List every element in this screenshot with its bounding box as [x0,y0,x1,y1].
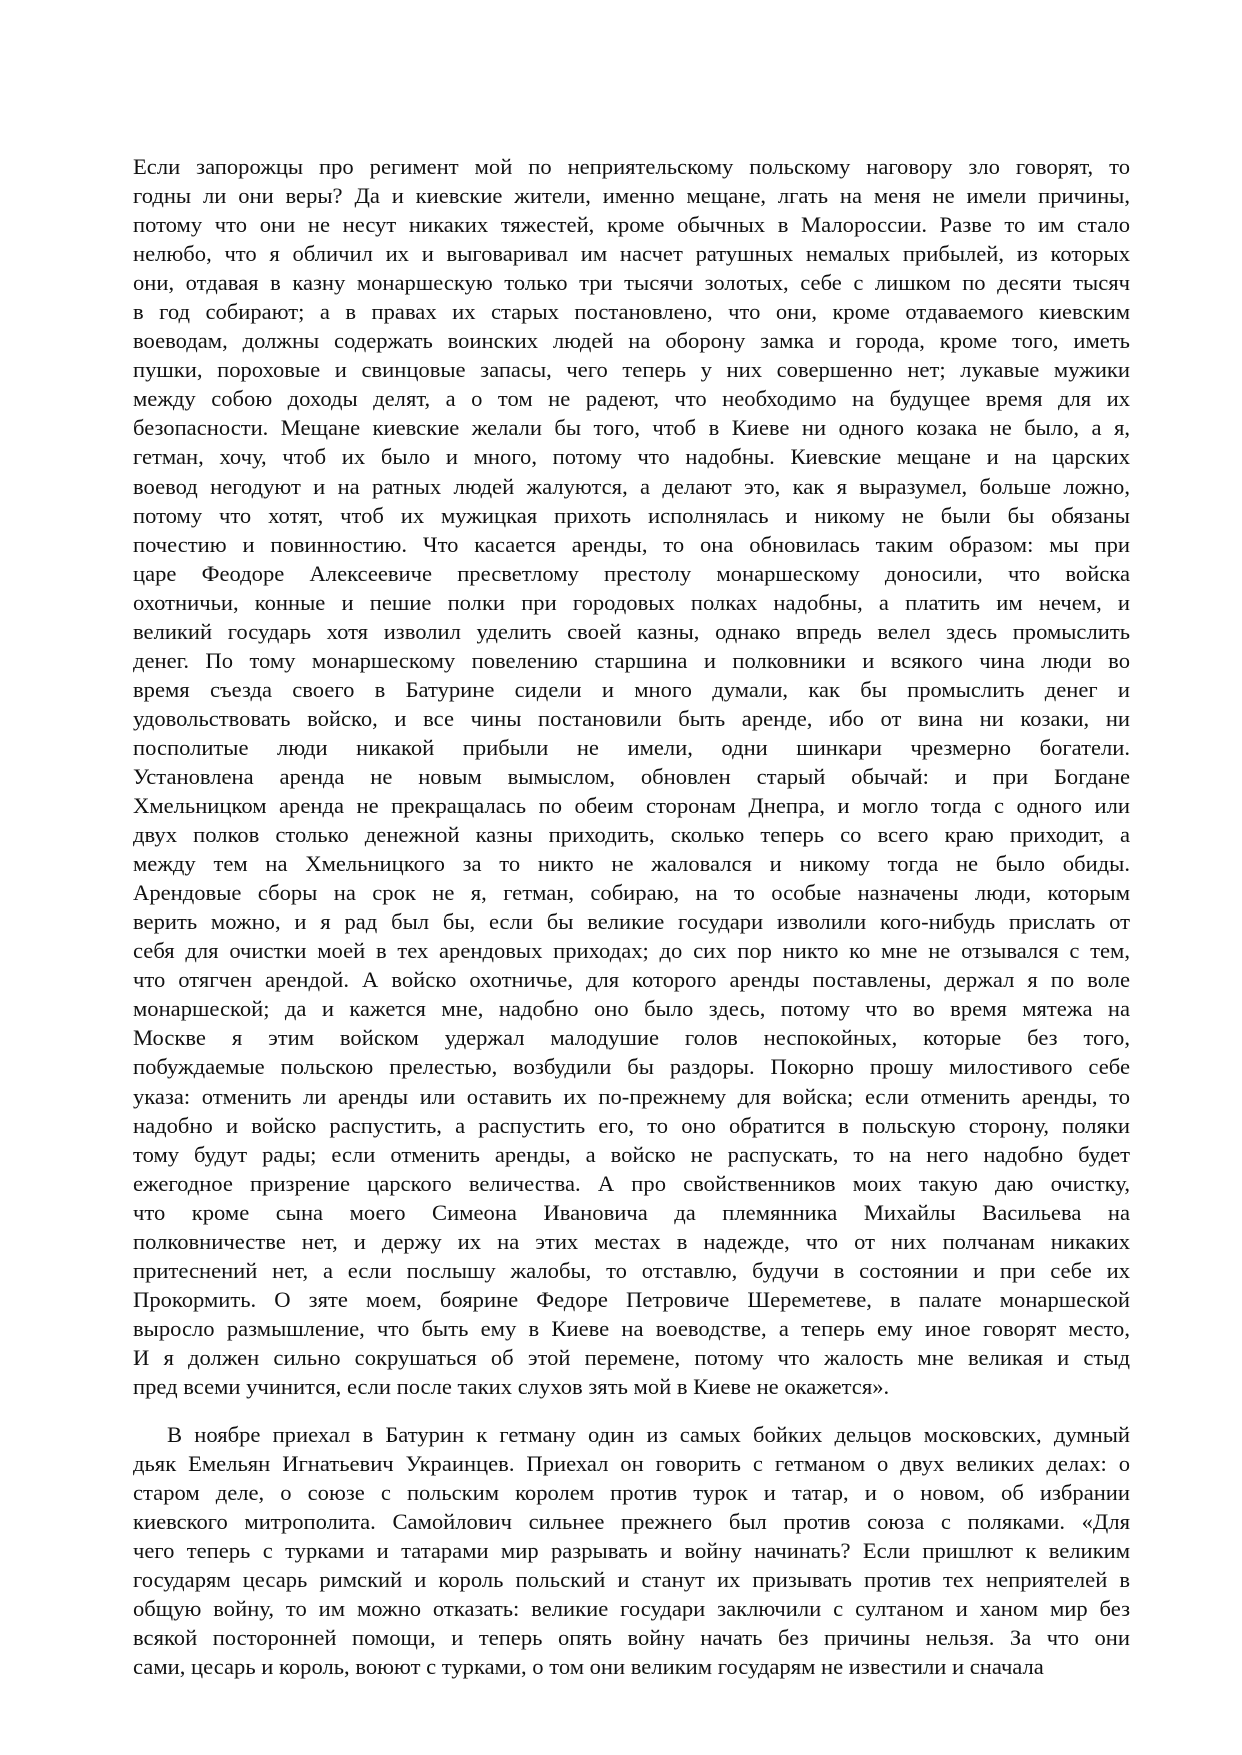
text-line: верить можно, и я рад был бы, если бы великие государи изволили кого-нибудь прислать от [133,909,1130,935]
text-line: надобно и войско распустить, а распустить его, то оно обратится в польскую сторону, поляки [133,1112,1130,1138]
text-line: дьяк Емельян Игнатьевич Украинцев. Приехал он говорить с гетманом о двух великих делах: о [133,1451,1130,1477]
text-line: между тем на Хмельницкого за то никто не жаловался и никому тогда не было обиды. [133,851,1130,877]
text-line: великий государь хотя изволил уделить своей казны, однако впредь велел здесь промыслить [133,618,1130,644]
text-line: указа: отменить ли аренды или оставить их по-прежнему для войска; если отменить аренды, то [133,1083,1130,1109]
text-line: сами, цесарь и король, воюют с турками, о том они великим государям не известили и сначала [133,1654,1044,1680]
text-line: чего теперь с турками и татарами мир разрывать и войну начинать? Если пришлют к великим [133,1538,1130,1564]
text-line: годны ли они веры? Да и киевские жители, именно мещане, лгать на меня не имели причины, [133,183,1130,209]
text-line: безопасности. Мещане киевские желали бы того, чтоб в Киеве ни одного козака не было, а я, [133,415,1130,441]
text-line: почестию и повинностию. Что касается аренды, то она обновилась таким образом: мы при [133,531,1130,557]
text-line: пред всеми учинится, если после таких слухов зять мой в Киеве не окажется». [133,1373,890,1399]
text-line: Хмельницком аренда не прекращалась по обеим сторонам Днепра, и могло тогда с одного или [133,793,1130,819]
paragraph-ukraintsev-visit [133,1420,1130,1681]
text-line: государям цесарь римский и король польский и станут их призывать против тех неприятелей в [133,1567,1130,1593]
text-line: гетман, хочу, чтоб их было и много, потому что надобны. Киевские мещане и на царских [133,444,1130,470]
text-line: что кроме сына моего Симеона Ивановича да племянника Михайлы Васильева на [133,1199,1130,1225]
text-line: притеснений нет, а если послышу жалобы, то отставлю, будучи в состоянии и при себе их [133,1257,1130,1283]
text-line: воевод негодуют и на ратных людей жалуются, а делают это, как я выразумел, больше ложно, [133,473,1130,499]
text-line: Прокормить. О зяте моем, боярине Федоре Петровиче Шереметеве, в палате монаршеской [133,1286,1130,1312]
text-line: посполитые люди никакой прибыли не имели, одни шинкари чрезмерно богатели. [133,734,1130,760]
text-line: побуждаемые польскою прелестью, возбудили бы раздоры. Покорно прошу милостивого себе [133,1054,1130,1080]
text-line: выросло размышление, что быть ему в Киеве на воеводстве, а теперь ему иное говорят место, [133,1315,1130,1341]
text-line: удовольствовать войско, и все чины постановили быть аренде, ибо от вина ни козаки, ни [133,705,1130,731]
text-line: в год собирают; а в правах их старых постановлено, что они, кроме отдаваемого киевским [133,299,1130,325]
text-line: Москве я этим войском удержал малодушие голов неспокойных, которые без того, [133,1025,1130,1051]
text-line: охотничьи, конные и пешие полки при городовых полках надобны, а платить им нечем, и [133,589,1130,615]
text-line: царе Феодоре Алексеевиче пресветлому престолу монаршескому доносили, что войска [133,560,1130,586]
text-line: тому будут рады; если отменить аренды, а войско не распускать, то на него надобно будет [133,1141,1130,1167]
text-line: И я должен сильно сокрушаться об этой перемене, потому что жалость мне великая и стыд [133,1344,1130,1370]
text-line: Установлена аренда не новым вымыслом, обновлен старый обычай: и при Богдане [133,763,1130,789]
text-line: полковничестве нет, и держу их на этих местах в надежде, что от них полчанам никаких [133,1228,1130,1254]
text-line: что отягчен арендой. А войско охотничье, для которого аренды поставлены, держал я по воле [133,967,1130,993]
text-line: пушки, пороховые и свинцовые запасы, чего теперь у них совершенно нет; лукавые мужики [133,357,1130,383]
text-line: ежегодное призрение царского величества. А про свойственников моих такую даю очистку, [133,1170,1130,1196]
text-line: потому что они не несут никаких тяжестей, кроме обычных в Малороссии. Разве то им стало [133,212,1130,238]
text-line: воеводам, должны содержать воинских людей на оборону замка и города, кроме того, иметь [133,328,1130,354]
text-line: киевского митрополита. Самойлович сильнее прежнего был против союза с поляками. «Для [133,1509,1130,1535]
text-line: всякой посторонней помощи, и теперь опять войну начать без причины нельзя. За что они [133,1625,1130,1651]
text-line: старом деле, о союзе с польским королем против турок и татар, и о новом, об избрании [133,1480,1130,1506]
text-line: монаршеской; да и кажется мне, надобно оно было здесь, потому что во время мятежа на [133,996,1130,1022]
text-line: денег. По тому монаршескому повелению старшина и полковники и всякого чина люди во [133,647,1130,673]
text-line: Арендовые сборы на срок не я, гетман, собираю, на то особые назначены люди, которым [133,880,1130,906]
text-line: двух полков столько денежной казны приходить, сколько теперь со всего краю приходит, а [133,822,1130,848]
text-line: общую войну, то им можно отказать: великие государи заключили с султаном и ханом мир без [133,1596,1130,1622]
text-line: В ноябре приехал в Батурин к гетману один из самых бойких дельцов московских, думный [167,1422,1130,1448]
text-line: они, отдавая в казну монаршескую только три тысячи золотых, себе с лишком по десяти тысяч [133,270,1130,296]
text-line: время съезда своего в Батурине сидели и много думали, как бы промыслить денег и [133,676,1130,702]
paragraph-hetman-letter [133,152,1130,1401]
text-line: Если запорожцы про регимент мой по неприятельскому польскому наговору зло говорят, то [133,154,1130,179]
text-line: между собою доходы делят, а о том не радеют, что необходимо на будущее время для их [133,386,1130,412]
text-line: потому что хотят, чтоб их мужицкая прихоть исполнялась и никому не были бы обязаны [133,502,1130,528]
text-line: себя для очистки моей в тех арендовых приходах; до сих пор никто ко мне не отзывался с тем, [133,938,1130,964]
text-line: нелюбо, что я обличил их и выговаривал им насчет ратушных немалых прибылей, из которых [133,241,1130,267]
